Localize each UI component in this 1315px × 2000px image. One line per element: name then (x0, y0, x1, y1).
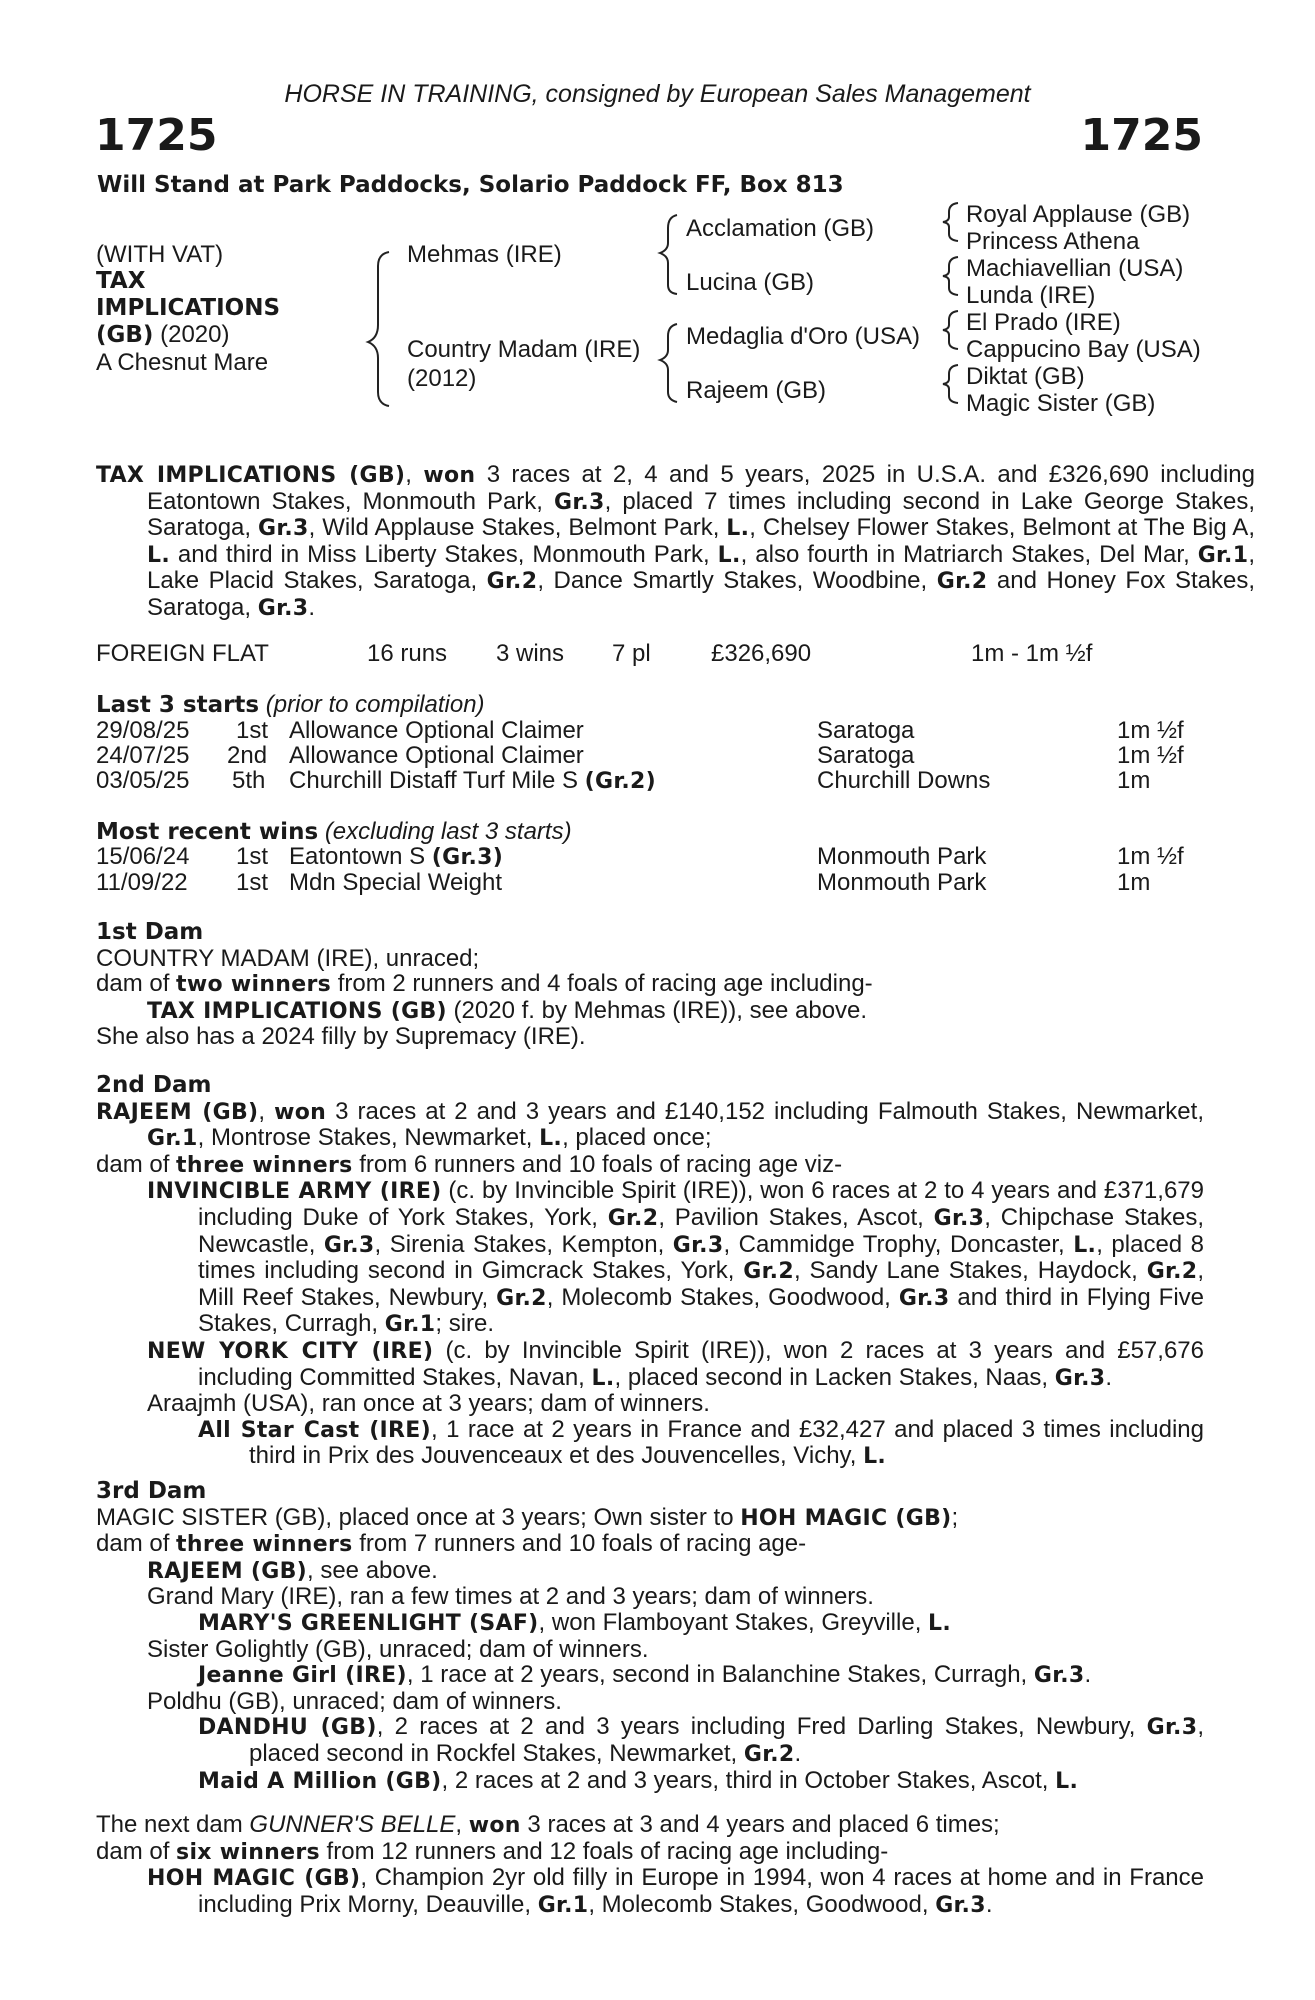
table-row-dist: 1m ½f (1117, 742, 1184, 769)
first-dam-heading: 1st Dam (96, 919, 204, 945)
horse-origin: (GB) (96, 322, 154, 348)
new-york-city-entry: NEW YORK CITY (IRE) (c. by Invincible Spirit (IRE)), won 2 races at 3 years and £57,676 including Committed Stakes, Navan, L., placed second in Lacken Stakes, Naas, Gr.3. (147, 1336, 1204, 1391)
lot-number-left: 1725 (95, 110, 218, 161)
vat-note: (WITH VAT) (96, 241, 224, 268)
pedigree-dam: Country Madam (IRE) (407, 336, 641, 363)
table-row-pos: 1st (236, 843, 269, 870)
table-row-date: 11/09/22 (96, 869, 188, 896)
table-row-course: Saratoga (817, 742, 915, 769)
table-row-date: 03/05/25 (96, 767, 190, 794)
pedigree-brace-sd (943, 257, 958, 295)
summary-horse-name: TAX IMPLICATIONS (GB) (96, 463, 406, 488)
pedigree-ssd: Princess Athena (966, 228, 1140, 255)
hoh-magic-entry: HOH MAGIC (GB), Champion 2yr old filly in Europe in 1994, won 4 races at home and in France including Prix Morny, Deauville, Gr.1, Molecomb Stakes, Goodwood, Gr.3. (147, 1864, 1204, 1918)
invincible-army-entry: INVINCIBLE ARMY (IRE) (c. by Invincible Spirit (IRE)), won 6 races at 2 to 4 years and £371,679 including Duke of York Stakes, York, Gr.2, Pavilion Stakes, Ascot, Gr.3, Chipchase Stakes, Newcastle, Gr.3, Sirenia Stakes, Kempton, Gr.3, Cammidge Trophy, Doncaster, L., placed 8 times including second in Gimcrack Stakes, York, Gr.2, Sandy Lane Stakes, Haydock, Gr.2, Mill Reef Stakes, Newbury, Gr.2, Molecomb Stakes, Goodwood, Gr.3 and third in Flying Five Stakes, Curragh, Gr.1; sire. (147, 1177, 1205, 1338)
table-row-race: Allowance Optional Claimer (289, 717, 584, 744)
third-dam-section: 3rd Dam MAGIC SISTER (GB), placed once at 3 years; Own sister to HOH MAGIC (GB); dam of three winners from 7 runners and 10 foals of racing age- RAJEEM (GB), see above. Grand Mary (IRE), ran a few times at 2 and 3 years; dam of winners. MARY'S GREENLIGHT (SAF), won Flamboyant Stakes, Greyville, L. Sister Golightly (GB), unraced; dam of winners. Jeanne Girl (IRE), 1 race at 2 years, second in Balanchine Stakes, Curragh, Gr.3. Poldhu (GB), unraced; dam of winners. DANDHU (GB), 2 races at 2 and 3 years including Fred Darling Stakes, Newbury, Gr.3, placed second in Rockfel Stakes, Newmarket, Gr.2. Maid A Million (GB), 2 races at 2 and 3 years, third in October Stakes, Ascot, L. (96, 1478, 1204, 1794)
record-runs: 16 runs (367, 640, 448, 667)
pedigree-sds: Machiavellian (USA) (966, 255, 1184, 282)
table-row-race: Churchill Distaff Turf Mile S (Gr.2) (289, 767, 656, 794)
recent-wins-heading: Most recent wins (excluding last 3 starts) (96, 818, 572, 845)
table-row-dist: 1m (1117, 767, 1151, 794)
pedigree-brace-dd (943, 365, 958, 403)
pedigree-ddd: Magic Sister (GB) (966, 390, 1156, 417)
horse-name-line1: TAX (96, 268, 146, 294)
pedigree-sss: Royal Applause (GB) (966, 201, 1191, 228)
table-row-date: 29/08/25 (96, 717, 190, 744)
table-row-pos: 1st (236, 869, 269, 896)
pedigree-dss: El Prado (IRE) (966, 309, 1121, 336)
table-row-pos: 1st (236, 717, 269, 744)
record-label: FOREIGN FLAT (96, 640, 269, 667)
table-row-course: Churchill Downs (817, 767, 991, 794)
pedigree-brace-main (368, 252, 389, 406)
pedigree-sire-dam: Lucina (GB) (686, 269, 815, 296)
pedigree-sire: Mehmas (IRE) (407, 241, 562, 268)
horse-name-line2: IMPLICATIONS (96, 295, 281, 321)
table-row-date: 24/07/25 (96, 742, 190, 769)
pedigree-brace-ss (943, 203, 958, 241)
table-row-race: Mdn Special Weight (289, 869, 502, 896)
third-dam-heading: 3rd Dam (96, 1478, 207, 1504)
lot-number-right: 1725 (1080, 110, 1203, 161)
table-row-pos: 5th (232, 767, 266, 794)
pedigree-dds: Diktat (GB) (966, 363, 1085, 390)
pedigree-brace-ds (943, 311, 958, 349)
pedigree-dam-dam: Rajeem (GB) (686, 377, 827, 404)
pedigree-sire-sire: Acclamation (GB) (686, 215, 875, 242)
table-row-pos: 2nd (227, 742, 268, 769)
table-row-dist: 1m ½f (1117, 717, 1184, 744)
table-row-race: Eatontown S (Gr.3) (289, 843, 504, 870)
pedigree-brace-sire (660, 215, 677, 294)
stand-location: Will Stand at Park Paddocks, Solario Paddock FF, Box 813 (97, 172, 844, 198)
last3-heading: Last 3 starts (prior to compilation) (96, 691, 485, 718)
second-dam-heading: 2nd Dam (96, 1072, 212, 1098)
table-row-course: Saratoga (817, 717, 915, 744)
table-row-date: 15/06/24 (96, 843, 190, 870)
table-row-dist: 1m ½f (1117, 843, 1184, 870)
record-placed: 7 pl (612, 640, 651, 667)
pedigree-dam-sire: Medaglia d'Oro (USA) (686, 323, 920, 350)
catalogue-subtitle: HORSE IN TRAINING, consigned by European Sales Management (284, 80, 1031, 108)
table-row-race: Allowance Optional Claimer (289, 742, 584, 769)
all-star-cast-entry: All Star Cast (IRE), 1 race at 2 years in France and £32,427 and placed 3 times including third in Prix des Jouvenceaux et des Jouvencelles, Vichy, L. (198, 1415, 1205, 1470)
horse-foaling-year: (2020) (160, 321, 230, 348)
table-row-dist: 1m (1117, 869, 1151, 896)
table-row-course: Monmouth Park (817, 869, 987, 896)
record-wins: 3 wins (496, 640, 565, 667)
record-distance: 1m - 1m ½f (971, 640, 1093, 667)
pedigree-brace-dam (660, 324, 677, 402)
horse-description: A Chesnut Mare (96, 349, 269, 376)
second-dam-section: 2nd Dam RAJEEM (GB), won 3 races at 2 and 3 years and £140,152 including Falmouth Stakes, Newmarket, Gr.1, Montrose Stakes, Newmarket, L., placed once; dam of three winners from 6 runners and 10 foals of racing age viz- INVINCIBLE ARMY (IRE) (c. by Invincible Spirit (IRE)), won 6 races at 2 to 4 years and £371,679 including Duke of York Stakes, York, Gr.2, Pavilion Stakes, Ascot, Gr.3, Chipchase Stakes, Newcastle, Gr.3, Sirenia Stakes, Kempton, Gr.3, Cammidge Trophy, Doncaster, L., placed 8 times including second in Gimcrack Stakes, York, Gr.2, Sandy Lane Stakes, Haydock, Gr.2, Mill Reef Stakes, Newbury, Gr.2, Molecomb Stakes, Goodwood, Gr.3 and third in Flying Five Stakes, Curragh, Gr.1; sire. NEW YORK CITY (IRE) (c. by Invincible Spirit (IRE)), won 2 races at 3 years and £57,676 including Committed Stakes, Navan, L., placed second in Lacken Stakes, Naas, Gr.3. Araajmh (USA), ran once at 3 years; dam of winners. All Star Cast (IRE), 1 race at 2 years in France and £32,427 and placed 3 times including third in Prix des Jouvenceaux et des Jouvencelles, Vichy, L. (96, 1072, 1205, 1470)
record-earnings: £326,690 (711, 640, 812, 667)
pedigree-dsd: Cappucino Bay (USA) (966, 336, 1201, 363)
table-row-course: Monmouth Park (817, 843, 987, 870)
summary-won: won (423, 463, 476, 488)
race-summary: TAX IMPLICATIONS (GB), won 3 races at 2, 4 and 5 years, 2025 in U.S.A. and £326,690 including Eatontown Stakes, Monmouth Park, Gr.3, placed 7 times including second in Lake George Stakes, Saratoga, Gr.3, Wild Applause Stakes, Belmont Park, L., Chelsey Flower Stakes, Belmont at The Big A, L. and third in Miss Liberty Stakes, Monmouth Park, L., also fourth in Matriarch Stakes, Del Mar, Gr.1, Lake Placid Stakes, Saratoga, Gr.2, Dance Smartly Stakes, Woodbine, Gr.2 and Honey Fox Stakes, Saratoga, Gr.3. (96, 461, 1256, 621)
pedigree-sdd: Lunda (IRE) (966, 282, 1096, 309)
pedigree-dam-year: (2012) (407, 365, 477, 392)
next-dam-section: The next dam GUNNER'S BELLE, won 3 races at 3 and 4 years and placed 6 times; dam of six winners from 12 runners and 12 foals of racing age including- HOH MAGIC (GB), Champion 2yr old filly in Europe in 1994, won 4 races at home and in France including Prix Morny, Deauville, Gr.1, Molecomb Stakes, Goodwood, Gr.3. (96, 1811, 1204, 1918)
first-dam-section: 1st Dam COUNTRY MADAM (IRE), unraced; dam of two winners from 2 runners and 4 foals of racing age including- TAX IMPLICATIONS (GB) (2020 f. by Mehmas (IRE)), see above. She also has a 2024 filly by Supremacy (IRE). (96, 920, 1204, 1050)
